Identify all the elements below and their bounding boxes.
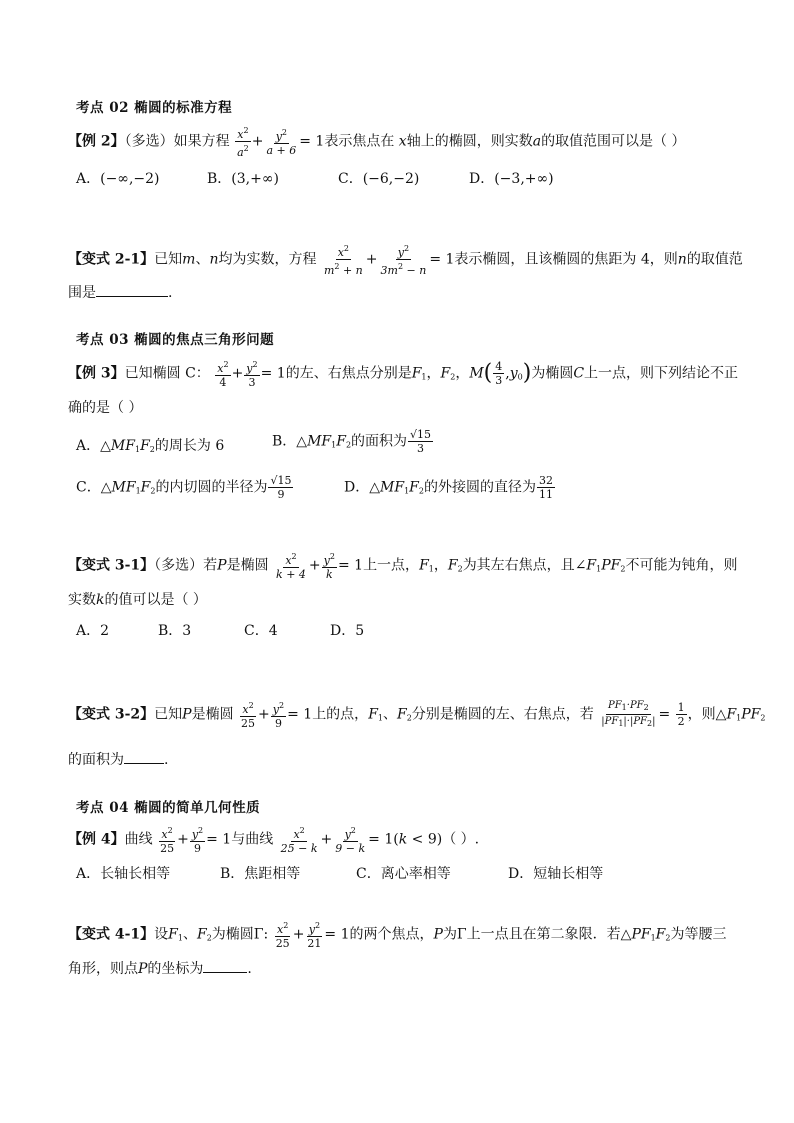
variant-4-1-line2: 角形，则点P的坐标为 .: [68, 958, 252, 979]
ex3-option-b: B．$\triangle MF_1F_2$的面积为 $\frac{√15}{3}$: [272, 428, 432, 455]
vector-dot-fraction: $\frac{PF_1\cdot PF_2}{|PF_1|\cdot|PF_2|}$: [601, 700, 656, 728]
option-d: D．短轴长相等: [508, 866, 604, 882]
ex3-option-a: A．$\triangle MF_1F_2$的周长为 6: [76, 438, 225, 454]
section-heading-04: 考点 04 椭圆的简单几何性质: [76, 800, 261, 816]
option-d: D．(−3,+∞): [469, 171, 554, 187]
option-a: A．(−∞,−2): [76, 171, 160, 187]
variant-3-2-line2: 的面积为 .: [68, 749, 168, 770]
example-3-line1: 【例 3】已知椭圆 C： $\frac{x^2}{4}$ + $\frac{y^2}{3}$ = 1的左、右焦点分别是$F_1$，$F_2$，M( $\frac{4}{3}$ $,y_0$)为椭圆C上一点，则下列结论不正: [68, 360, 739, 389]
ex3-option-c: C．$\triangle MF_1F_2$的内切圆的半径为 $\frac{√15}{9}$: [76, 474, 292, 501]
option-a: A．长轴长相等: [76, 866, 171, 882]
option-d: D．5: [330, 623, 365, 639]
variant-3-2-line1: 【变式 3-2】已知P是椭圆 $\frac{x^2}{25}$ + $\frac{y^2}{9}$ = 1上的点，$F_1$、$F_2$分别是椭圆的左、右焦点，若 $\frac{PF_1\cdot PF_2}{|PF_1|\cdot|PF_2|}$ = $\frac{1}{2}$ ，则$\triangle F_1PF_2$: [68, 700, 766, 730]
fraction-x2: $\frac{x^2}{m^2 + n}$: [323, 244, 363, 277]
option-b: B．焦距相等: [220, 866, 301, 882]
fraction-y2: $\frac{y^2}{3m^2 - n}$: [380, 244, 427, 277]
variant-3-1-line2: 实数k的值可以是（ ）: [68, 592, 207, 608]
variant-2-1-line2: 围是 .: [68, 282, 172, 303]
answer-blank[interactable]: [203, 958, 247, 973]
option-c: C．4: [244, 623, 278, 639]
variant-2-1-line1: 【变式 2-1】已知m、n均为实数，方程 $\frac{x^2}{m^2 + n}$ + $\frac{y^2}{3m^2 - n}$ = 1表示椭圆，且该椭圆的焦距为 4，则n的取值范: [68, 244, 743, 277]
option-c: C．(−6,−2): [338, 171, 420, 187]
example-tag: 【例 2】: [68, 133, 125, 150]
variant-3-1-line1: 【变式 3-1】（多选）若P是椭圆 $\frac{x^2}{k + 4}$ + $\frac{y^2}{k}$ = 1上一点，$F_1$，$F_2$为其左右焦点，且$\angle F_1PF_2$不可能为钝角，则: [68, 552, 738, 581]
option-a: A．2: [76, 623, 110, 639]
variant-4-1-line1: 【变式 4-1】设$F_1$、$F_2$为椭圆Γ: $\frac{x^2}{25}$ + $\frac{y^2}{21}$ = 1的两个焦点，P为Γ上一点且在第二象限．若$\triangle PF_1F_2$为等腰三: [68, 921, 727, 950]
option-b: B．(3,+∞): [207, 171, 279, 187]
option-c: C．离心率相等: [356, 866, 451, 882]
fraction-y2-a6: $\frac{y^2}{a + 6}$: [266, 128, 297, 157]
example-4-stem: 【例 4】曲线 $\frac{x^2}{25}$ + $\frac{y^2}{9}$ = 1与曲线 $\frac{x^2}{25 - k}$ + $\frac{y^2}{9 - k}$ = 1(k < 9)（ ）.: [68, 826, 480, 855]
section-heading-03: 考点 03 椭圆的焦点三角形问题: [76, 332, 275, 348]
ex3-option-d: D．$\triangle MF_1F_2$的外接圆的直径为 $\frac{32}{11}$: [344, 474, 553, 501]
answer-blank[interactable]: [96, 282, 168, 297]
option-b: B．3: [158, 623, 192, 639]
example-2-stem: 【例 2】（多选）如果方程 $\frac{x^2}{a^2}$ + $\frac{y^2}{a + 6}$ = 1表示焦点在 x轴上的椭圆，则实数a的取值范围可以是（ ）: [68, 126, 686, 159]
fraction-x2-a2: $\frac{x^2}{a^2}$: [237, 126, 249, 159]
example-3-line2: 确的是（ ）: [68, 400, 143, 416]
section-heading-02: 考点 02 椭圆的标准方程: [76, 100, 233, 116]
answer-blank[interactable]: [124, 749, 164, 764]
